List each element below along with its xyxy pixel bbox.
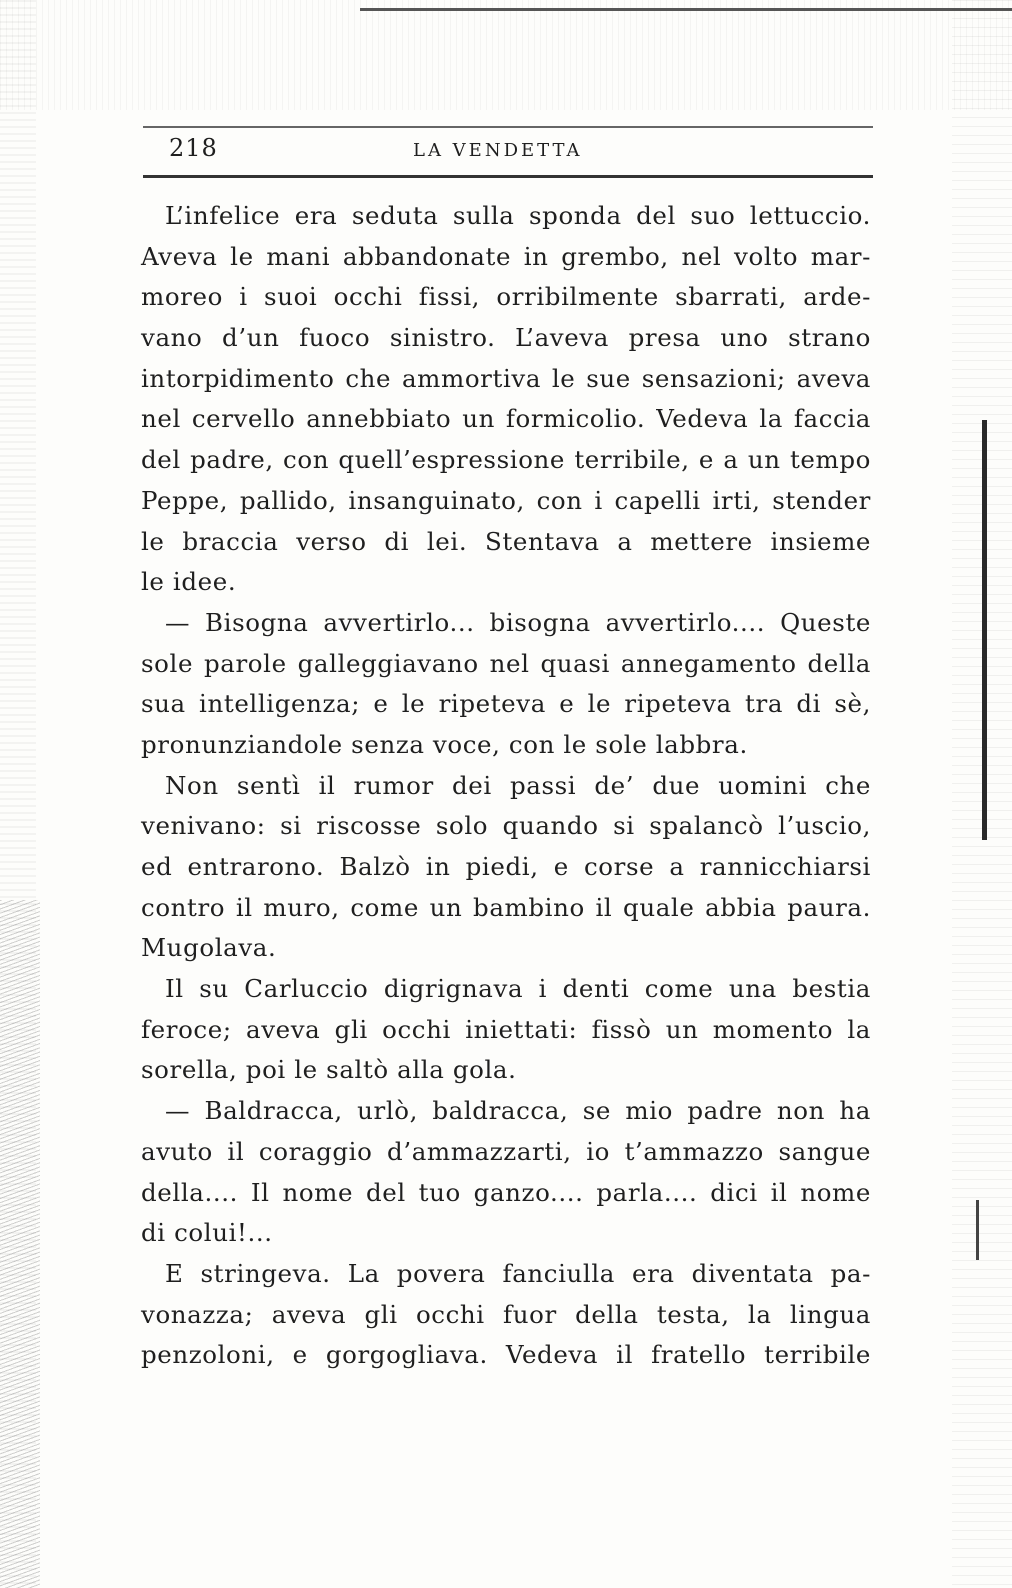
text-line: contro il muro, come un bambino il quale abbia paura. bbox=[141, 892, 871, 922]
text-line: nel cervello annebbiato un formicolio. Vedeva la faccia bbox=[141, 404, 871, 434]
text-line: — Baldracca, urlò, baldracca, se mio padre non ha bbox=[165, 1096, 871, 1126]
scan-edge-line bbox=[360, 8, 1012, 11]
text-line: Mugolava. bbox=[141, 933, 277, 963]
text-line: L’infelice era seduta sulla sponda del suo lettuccio. bbox=[165, 201, 871, 230]
text-line: sorella, poi le saltò alla gola. bbox=[141, 1055, 517, 1085]
text-line: Aveva le mani abbandonate in grembo, nel volto mar- bbox=[141, 241, 871, 271]
text-line: di colui!... bbox=[141, 1218, 273, 1248]
page-number: 218 bbox=[169, 134, 218, 162]
text-line: sua intelligenza; e le ripeteva e le ripeteva tra di sè, bbox=[141, 689, 871, 719]
text-line: penzoloni, e gorgogliava. Vedeva il fratello terribile bbox=[141, 1340, 871, 1370]
text-line: sole parole galleggiavano nel quasi annegamento della bbox=[141, 648, 871, 678]
text-line: Peppe, pallido, insanguinato, con i capelli irti, stender bbox=[141, 485, 871, 515]
scan-noise-top bbox=[0, 0, 1012, 110]
text-line: Non sentì il rumor dei passi de’ due uomini che bbox=[165, 770, 871, 800]
header-rule-bottom bbox=[143, 175, 873, 178]
text-line: vonazza; aveva gli occhi fuor della testa, la lingua bbox=[141, 1299, 871, 1329]
text-line: le braccia verso di lei. Stentava a mettere insieme bbox=[141, 526, 871, 556]
text-line: pronunziandole senza voce, con le sole labbra. bbox=[141, 729, 748, 759]
scan-noise-left-dark bbox=[0, 900, 40, 1588]
text-line: della.... Il nome del tuo ganzo.... parla.... dici il nome bbox=[141, 1177, 871, 1207]
scan-edge-mark bbox=[976, 1200, 979, 1260]
text-line: venivano: si riscosse solo quando si spalancò l’uscio, bbox=[141, 811, 871, 841]
header-rule-top bbox=[143, 126, 873, 128]
text-line: feroce; aveva gli occhi iniettati: fissò un momento la bbox=[141, 1014, 871, 1044]
text-line: del padre, con quell’espressione terribile, e a un tempo bbox=[141, 445, 871, 475]
scan-edge-bar bbox=[982, 420, 987, 840]
text-line: ed entrarono. Balzò in piedi, e corse a rannicchiarsi bbox=[141, 852, 871, 881]
text-line: moreo i suoi occhi fissi, orribilmente sbarrati, arde- bbox=[141, 282, 871, 312]
running-title: LA VENDETTA bbox=[413, 140, 583, 161]
text-line: — Bisogna avvertirlo... bisogna avvertirlo.... Queste bbox=[165, 607, 871, 637]
text-line: vano d’un fuoco sinistro. L’aveva presa uno strano bbox=[141, 323, 871, 353]
text-line: avuto il coraggio d’ammazzarti, io t’ammazzo sangue bbox=[141, 1136, 871, 1166]
text-line: le idee. bbox=[141, 567, 237, 597]
text-line: E stringeva. La povera fanciulla era diventata pa- bbox=[165, 1258, 871, 1288]
text-line: intorpidimento che ammortiva le sue sensazioni; aveva bbox=[141, 363, 871, 393]
text-line: Il su Carluccio digrignava i denti come una bestia bbox=[165, 974, 871, 1004]
body-text bbox=[141, 196, 871, 1376]
page-header bbox=[143, 120, 873, 182]
